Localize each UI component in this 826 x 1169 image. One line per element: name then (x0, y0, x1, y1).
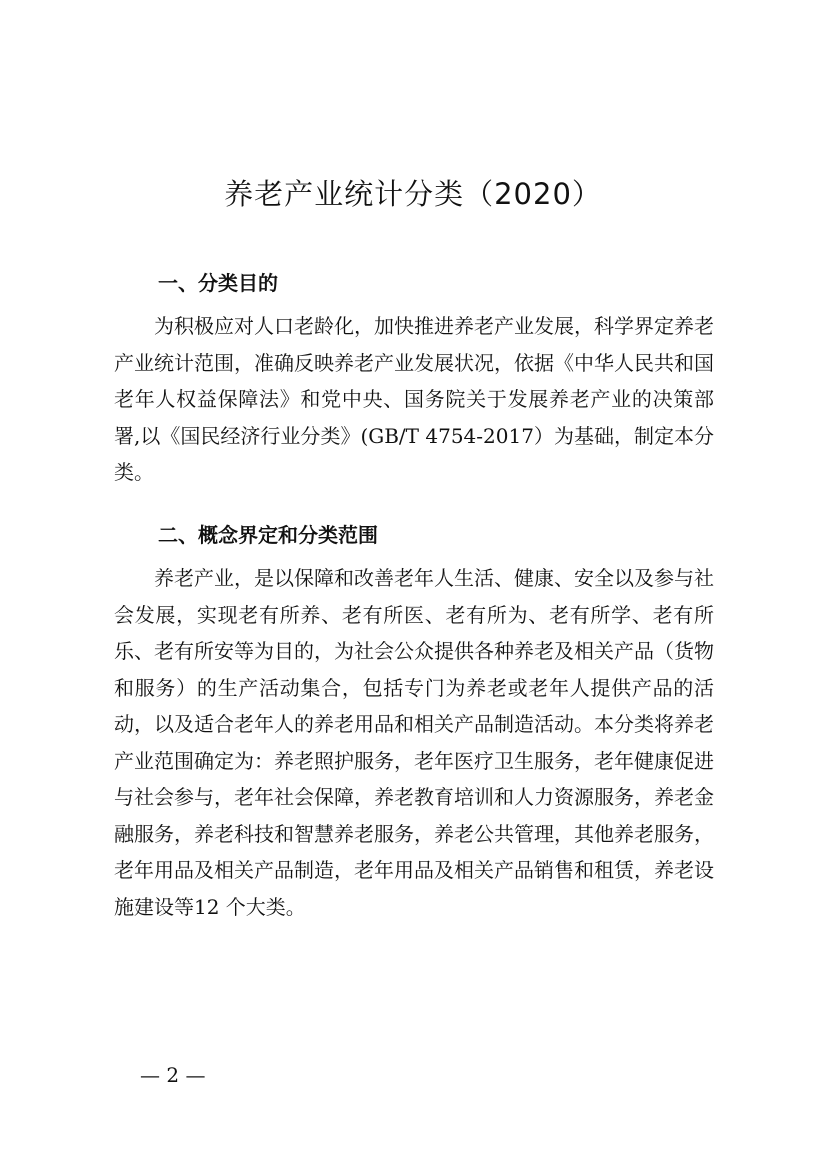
section-paragraph-scope: 养老产业，是以保障和改善老年人生活、健康、安全以及参与社会发展，实现老有所养、老有所医、老有所为、老有所学、老有所乐、老有所安等为目的，为社会公众提供各种养老及相关产品（货物和服务）的生产活动集合，包括专门为养老或老年人提供产品的活动，以及适合老年人的养老用品和相关产品制造活动。本分类将养老产业范围确定为：养老照护服务，老年医疗卫生服务，老年健康促进与社会参与，老年社会保障，养老教育培训和人力资源服务，养老金融服务，养老科技和智慧养老服务，养老公共管理，其他养老服务，老年用品及相关产品制造，老年用品及相关产品销售和租赁，养老设施建设等12 个大类。 (114, 566, 714, 919)
section-paragraph-purpose: 为积极应对人口老龄化，加快推进养老产业发展，科学界定养老产业统计范围，准确反映养老产业发展状况，依据《中华人民共和国老年人权益保障法》和党中央、国务院关于发展养老产业的决策部署,以《国民经济行业分类》(GB/T 4754-2017）为基础，制定本分类。 (114, 314, 714, 484)
document-title: 养老产业统计分类（2020） (224, 177, 602, 211)
section-heading-scope: 二、概念界定和分类范围 (158, 523, 378, 547)
section-heading-purpose: 一、分类目的 (158, 271, 278, 295)
page-number: — 2 — (140, 1063, 206, 1087)
